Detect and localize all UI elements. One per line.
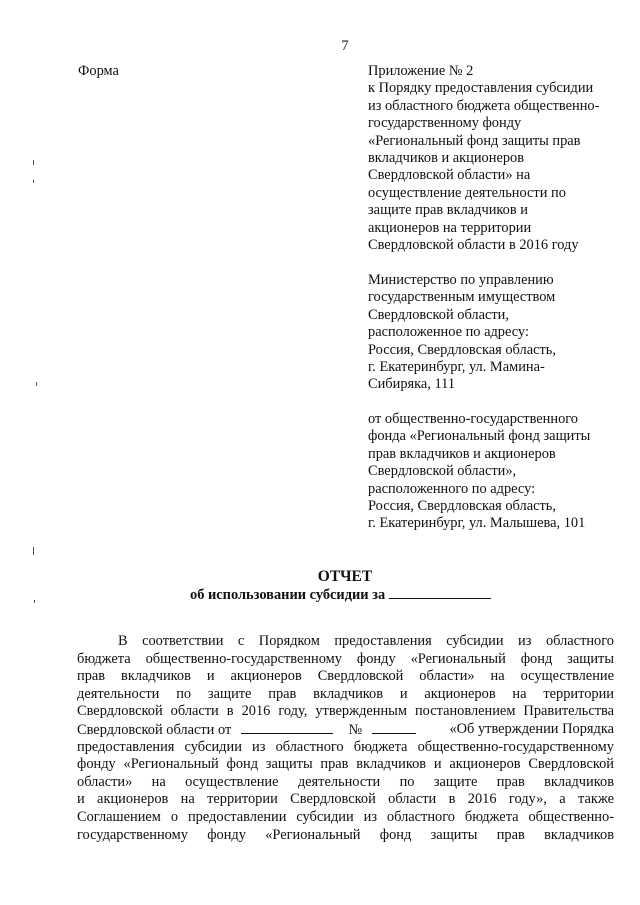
date-blank-line: [241, 721, 333, 734]
appendix-line: Свердловской области в 2016 году: [368, 237, 579, 254]
body-line: бюджета общественно-государственному фонду «Региональный фонд защиты: [77, 650, 614, 667]
appendix-line: акционеров на территории: [368, 219, 532, 236]
appendix-line: Приложение № 2: [368, 63, 474, 79]
sender-line: Свердловской области»,: [368, 463, 517, 480]
recipient-line: Сибиряка, 111: [368, 376, 456, 393]
body-line-with-blanks: [77, 721, 614, 739]
appendix-block: [368, 63, 620, 254]
body-paragraph: [77, 633, 614, 844]
sender-line: г. Екатеринбург, ул. Малышева, 101: [368, 515, 586, 532]
recipient-line: государственным имуществом: [368, 289, 556, 306]
appendix-line: к Порядку предоставления субсидии: [368, 80, 594, 97]
sender-line: фонда «Региональный фонд защиты: [368, 428, 591, 445]
recipient-line: г. Екатеринбург, ул. Мамина-: [368, 359, 545, 376]
appendix-line: государственному фонду: [368, 115, 522, 132]
body-line: деятельности по защите прав вкладчиков и акционеров на территории: [77, 685, 614, 702]
appendix-line: осуществление деятельности по: [368, 184, 566, 201]
period-blank-line: [389, 586, 491, 599]
recipient-line: Россия, Свердловская область,: [368, 341, 556, 358]
appendix-line: «Региональный фонд защиты прав: [368, 132, 581, 149]
scan-mark: [33, 180, 34, 183]
scan-mark: [33, 160, 34, 165]
report-subtitle-text: об использовании субсидии за: [190, 587, 386, 603]
body-line: прав вкладчиков и акционеров Свердловской области» на осуществление: [77, 668, 614, 685]
sender-line: прав вкладчиков и акционеров: [368, 445, 556, 462]
number-sign: №: [348, 721, 363, 738]
scan-mark: [36, 382, 37, 386]
sender-line: расположенного по адресу:: [368, 480, 536, 497]
report-subtitle: [190, 586, 491, 604]
page-number: 7: [341, 38, 349, 54]
appendix-line: вкладчиков и акционеров: [368, 150, 525, 167]
appendix-line: Свердловской области» на: [368, 167, 531, 184]
form-label: Форма: [78, 63, 119, 79]
report-title: ОТЧЕТ: [317, 568, 373, 585]
recipient-line: расположенное по адресу:: [368, 324, 529, 341]
sender-line: от общественно-государственного: [368, 411, 578, 427]
body-line: Свердловской области в 2016 году, утвержденным постановлением Правительства: [77, 703, 614, 720]
number-blank-line: [372, 721, 416, 734]
body-line-part: Свердловской области от: [77, 721, 232, 738]
sender-line: Россия, Свердловская область,: [368, 498, 556, 515]
appendix-line: из областного бюджета общественно-: [368, 97, 600, 114]
appendix-line: защите прав вкладчиков и: [368, 202, 528, 219]
body-line: предоставления субсидии из областного бюджета общественно-государственному: [77, 738, 614, 755]
body-line: и акционеров на территории Свердловской области в 2016 году», а также: [77, 791, 614, 808]
recipient-line: Свердловской области,: [368, 306, 509, 323]
body-line: Соглашением о предоставлении субсидии из областного бюджета общественно-: [77, 808, 614, 825]
body-line: В соответствии с Порядком предоставления субсидии из областного: [118, 633, 614, 649]
scan-mark: [34, 600, 35, 603]
recipient-address-block: [368, 272, 620, 394]
scan-mark: [33, 547, 34, 555]
body-line: государственному фонду «Региональный фонд защиты прав вкладчиков: [77, 826, 614, 843]
sender-address-block: [368, 411, 620, 533]
body-line: области» на осуществление деятельности по защите прав вкладчиков: [77, 773, 614, 790]
recipient-line: Министерство по управлению: [368, 272, 554, 288]
body-line-part: «Об утверждении Порядка: [449, 720, 614, 737]
body-line: фонду «Региональный фонд защиты прав вкладчиков и акционеров Свердловской: [77, 756, 614, 773]
